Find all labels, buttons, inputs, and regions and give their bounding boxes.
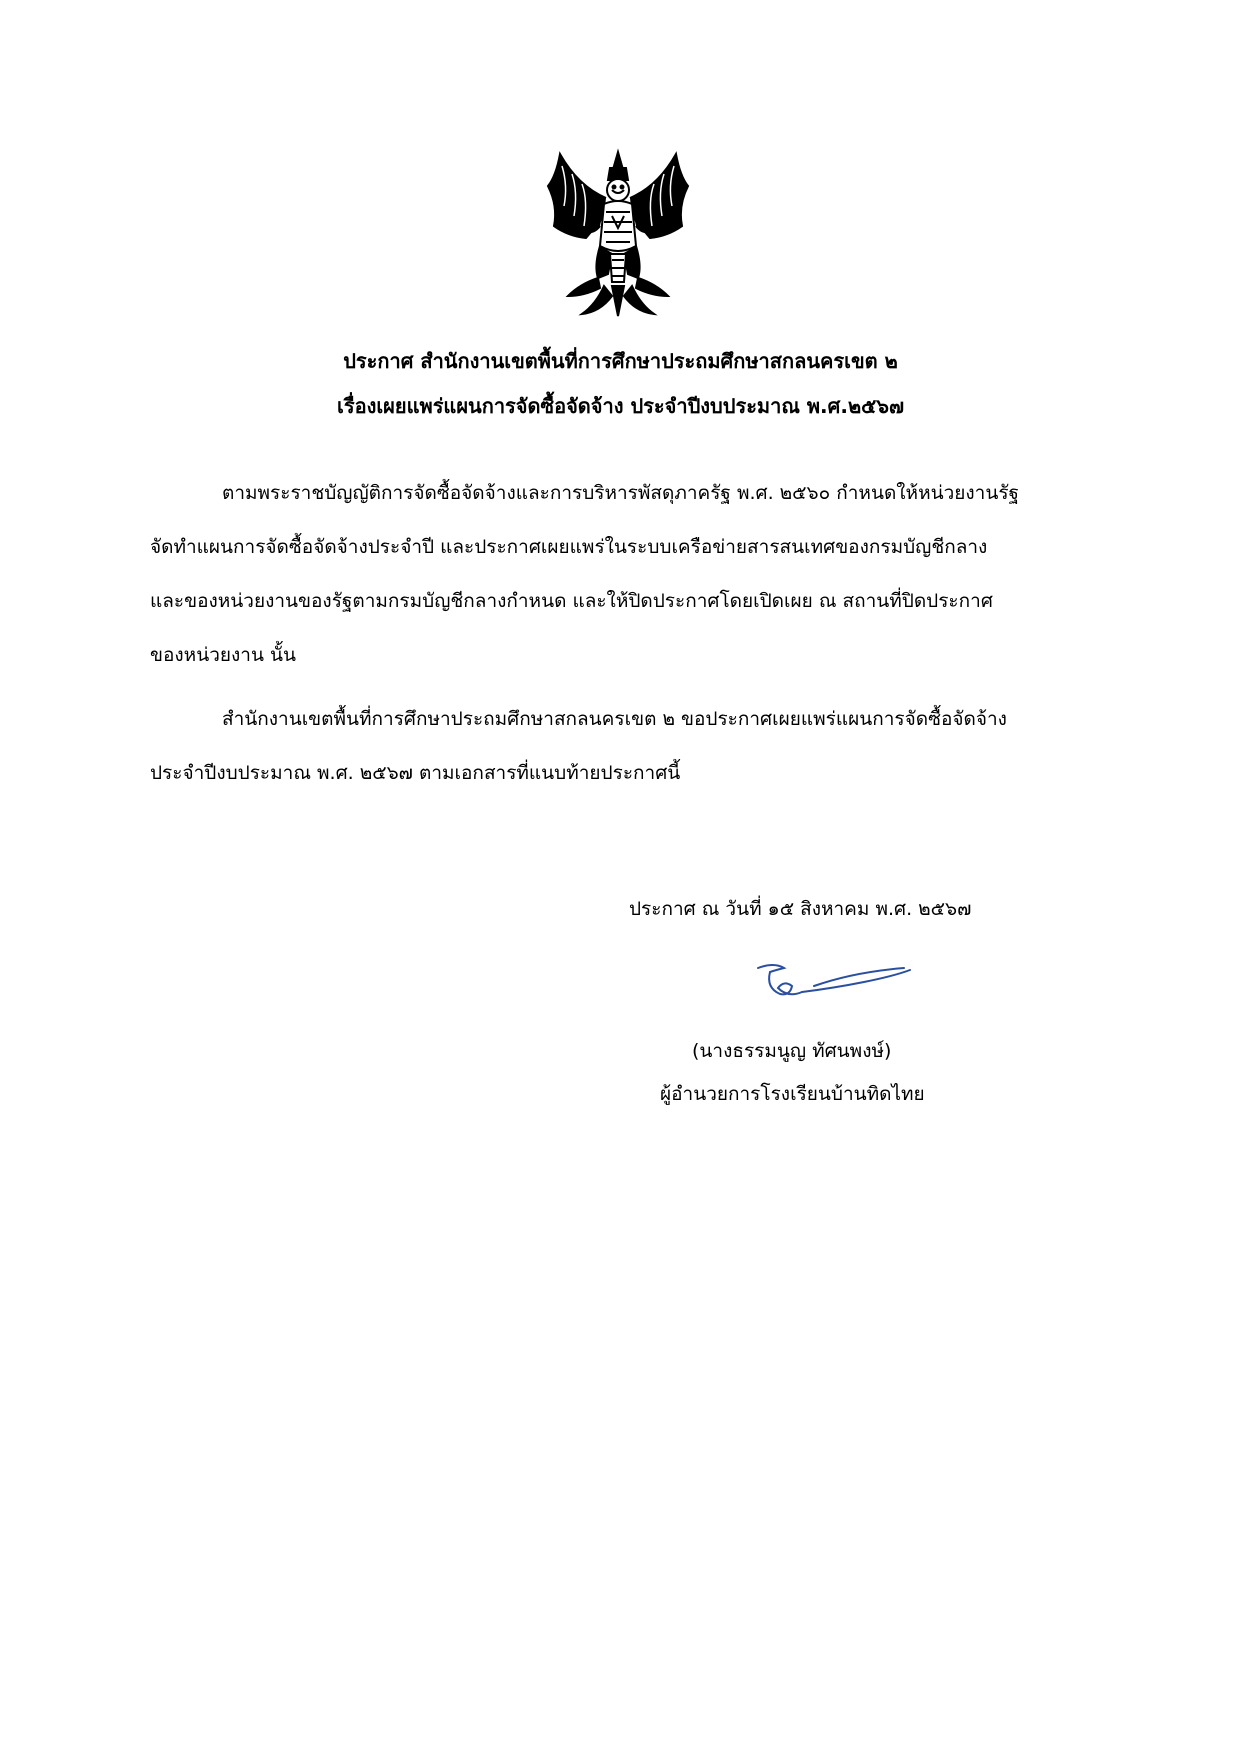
garuda-emblem-icon [538, 146, 698, 322]
paragraph-1-line-1: ตามพระราชบัญญัติการจัดซื้อจัดจ้างและการบริหารพัสดุภาครัฐ พ.ศ. ๒๕๖๐ กำหนดให้หน่วยงานรัฐ [222, 482, 1020, 504]
paragraph-2-line-1: สำนักงานเขตพื้นที่การศึกษาประถมศึกษาสกลนครเขต ๒ ขอประกาศเผยแพร่แผนการจัดซื้อจัดจ้าง [222, 708, 1007, 730]
paragraph-1-line-4: ของหน่วยงาน นั้น [150, 644, 296, 666]
handwritten-signature [754, 958, 914, 1004]
announcement-heading-line-2: เรื่องเผยแพร่แผนการจัดซื้อจัดจ้าง ประจำปีงบประมาณ พ.ศ.๒๕๖๗ [336, 394, 904, 418]
announcement-date: ประกาศ ณ วันที่ ๑๕ สิงหาคม พ.ศ. ๒๕๖๗ [629, 898, 972, 920]
paragraph-1-line-2: จัดทำแผนการจัดซื้อจัดจ้างประจำปี และประกาศเผยแพร่ในระบบเครือข่ายสารสนเทศของกรมบัญชีกลาง [150, 536, 988, 558]
signatory-position: ผู้อำนวยการโรงเรียนบ้านทิดไทย [660, 1083, 925, 1105]
signatory-name: (นางธรรมนูญ ทัศนพงษ์) [692, 1040, 892, 1062]
announcement-heading-line-1: ประกาศ สำนักงานเขตพื้นที่การศึกษาประถมศึกษาสกลนครเขต ๒ [343, 349, 898, 373]
paragraph-2-line-2: ประจำปีงบประมาณ พ.ศ. ๒๕๖๗ ตามเอกสารที่แนบท้ายประกาศนี้ [150, 762, 681, 784]
paragraph-1-line-3: และของหน่วยงานของรัฐตามกรมบัญชีกลางกำหนด และให้ปิดประกาศโดยเปิดเผย ณ สถานที่ปิดประกาศ [150, 590, 993, 612]
